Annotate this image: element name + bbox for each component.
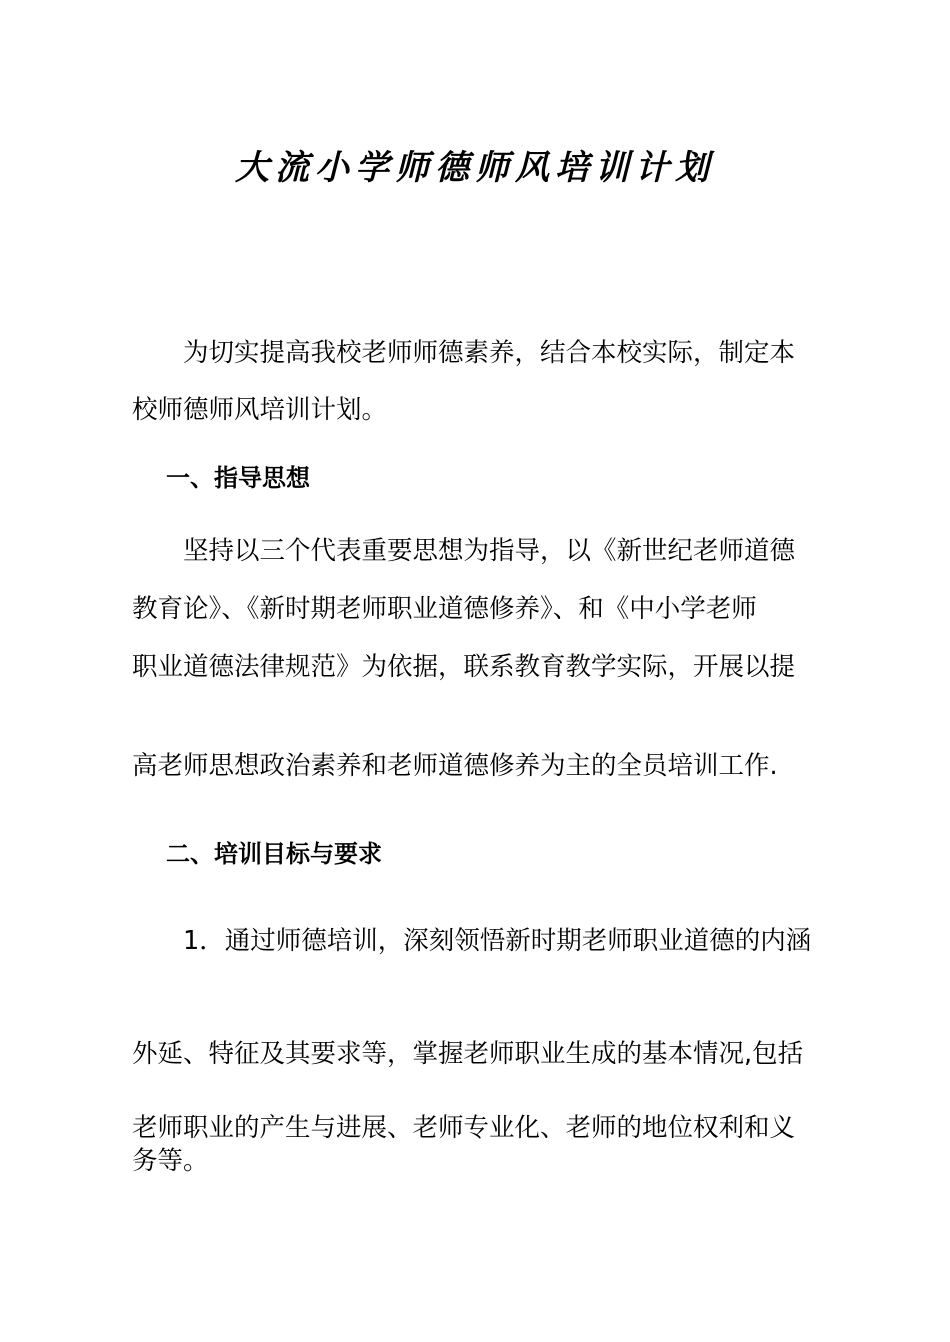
section1-paragraph-line: 坚持以三个代表重要思想为指导，以《新世纪老师道德	[183, 536, 796, 566]
intro-paragraph-line: 为切实提高我校老师师德素养，结合本校实际，制定本	[183, 338, 796, 368]
section2-paragraph-line: 务等。	[132, 1146, 209, 1176]
section1-paragraph-line: 教育论》、《新时期老师职业道德修养》、和《中小学老师	[132, 594, 757, 624]
intro-paragraph-line: 校师德师风培训计划。	[132, 395, 388, 425]
section1-paragraph-line: 职业道德法律规范》为依据，联系教育教学实际，开展以提	[132, 652, 796, 682]
section1-paragraph-line: 高老师思想政治素养和老师道德修养为主的全员培训工作.	[132, 751, 778, 781]
section2-paragraph-line: 外延、特征及其要求等，掌握老师职业生成的基本情况,包括	[132, 1039, 804, 1069]
section-heading-guiding-thought: 一、指导思想	[166, 464, 310, 492]
section2-paragraph-line: 老师职业的产生与进展、老师专业化、老师的地位权利和义	[132, 1113, 796, 1143]
document-title: 大流小学师德师风培训计划	[235, 148, 715, 188]
section2-paragraph-line: 1．通过师德培训，深刻领悟新时期老师职业道德的内涵	[183, 926, 812, 956]
section-heading-training-goals: 二、培训目标与要求	[166, 840, 382, 868]
